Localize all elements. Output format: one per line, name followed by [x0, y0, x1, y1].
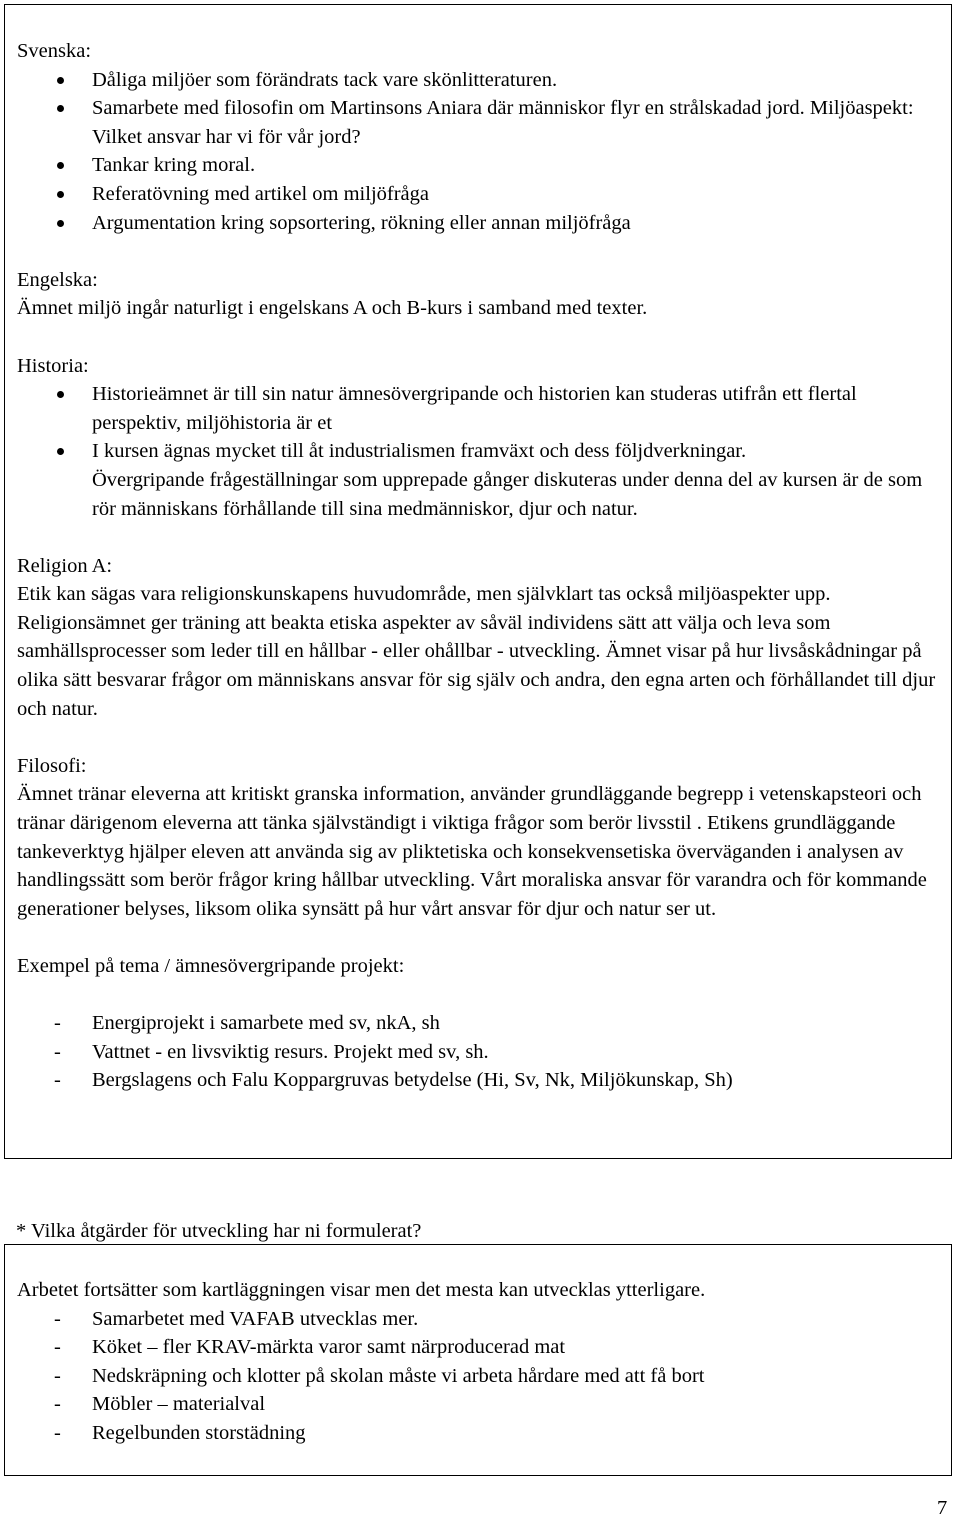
list-item: I kursen ägnas mycket till åt industrialismen framväxt och dess följdverkningar.: [17, 437, 941, 466]
engelska-text: Ämnet miljö ingår naturligt i engelskans A och B-kurs i samband med texter.: [17, 297, 648, 320]
section-engelska: [17, 266, 941, 323]
heading-historia: Historia:: [17, 354, 89, 377]
list-item: Referatövning med artikel om miljöfråga: [17, 180, 941, 209]
historia-list: [17, 380, 941, 466]
heading-engelska: Engelska:: [17, 268, 98, 291]
page-number: 7: [937, 1497, 948, 1519]
list-item: Argumentation kring sopsortering, rökning eller annan miljöfråga: [17, 209, 941, 238]
filosofi-text: Ämnet tränar eleverna att kritiskt granska information, använder grundläggande begrepp i vetenskapsteori och tränar därigenom eleverna att tänka självständigt i viktiga frågor som berör livsstil . Etikens grundläggande tankeverktyg hjälper eleven att använda sig av pliktetiska och konsekvensetiska överväganden i analysen av handlingssätt som berör frågor kring hållbar utveckling. Vårt moraliska ansvar för varandra och för kommande generationer belyses, liksom olika synsätt på hur vårt ansvar för djur och natur ser ut.: [17, 783, 927, 920]
section-historia: [17, 352, 941, 524]
svenska-list: [17, 66, 941, 238]
list-item: Tankar kring moral.: [17, 151, 941, 180]
heading-religion: Religion A:: [17, 554, 113, 577]
heading-filosofi: Filosofi:: [17, 754, 87, 777]
section-religion: [17, 552, 941, 724]
list-item: - Möbler – materialval: [17, 1390, 941, 1419]
list-item: - Nedskräpning och klotter på skolan måste vi arbeta hårdare med att få bort: [17, 1362, 941, 1391]
question-heading: * Vilka åtgärder för utveckling har ni formulerat?: [16, 1220, 422, 1242]
section-filosofi: [17, 752, 941, 924]
measures-list: [17, 1305, 941, 1448]
religion-text: Etik kan sägas vara religionskunskapens huvudområde, men självklart tas också miljöaspekter upp. Religionsämnet ger träning att beakta etiska aspekter av såväl individens sätt att välja och leva som samhällsprocesser som leder till en hållbar - eller ohållbar - utveckling. Ämnet visar på hur livsåskådningar på olika sätt besvarar frågor om människans ansvar för sig själv och andra, den egna arten och förhållandet till djur och natur.: [17, 583, 936, 720]
projects-list: [17, 1009, 941, 1095]
section-svenska: [17, 37, 941, 237]
list-item: - Vattnet - en livsviktig resurs. Projekt med sv, sh.: [17, 1038, 941, 1067]
answer-intro: Arbetet fortsätter som kartläggningen visar men det mesta kan utvecklas ytterligare.: [17, 1279, 706, 1301]
list-item: Dåliga miljöer som förändrats tack vare skönlitteraturen.: [17, 66, 941, 95]
heading-svenska: Svenska:: [17, 40, 92, 62]
section-projects: [17, 952, 941, 1095]
list-item: - Bergslagens och Falu Koppargruvas betydelse (Hi, Sv, Nk, Miljökunskap, Sh): [17, 1066, 941, 1095]
list-item: - Energiprojekt i samarbete med sv, nkA, sh: [17, 1009, 941, 1038]
list-item: - Köket – fler KRAV-märkta varor samt närproducerad mat: [17, 1333, 941, 1362]
list-item: - Samarbetet med VAFAB utvecklas mer.: [17, 1305, 941, 1334]
answer-box: [4, 1244, 952, 1476]
subject-content-box: [4, 4, 952, 1159]
list-item: - Regelbunden storstädning: [17, 1419, 941, 1448]
list-item: Samarbete med filosofin om Martinsons Aniara där människor flyr en strålskadad jord. Miljöaspekt: Vilket ansvar har vi för vår jord?: [17, 94, 941, 151]
historia-continuation: Övergripande frågeställningar som upprepade gånger diskuteras under denna del av kursen är de som rör människans förhållande till sina medmänniskor, djur och natur.: [92, 468, 923, 520]
list-item: Historieämnet är till sin natur ämnesövergripande och historien kan studeras utifrån ett flertal perspektiv, miljöhistoria är et: [17, 380, 941, 437]
heading-projects: Exempel på tema / ämnesövergripande projekt:: [17, 955, 405, 977]
